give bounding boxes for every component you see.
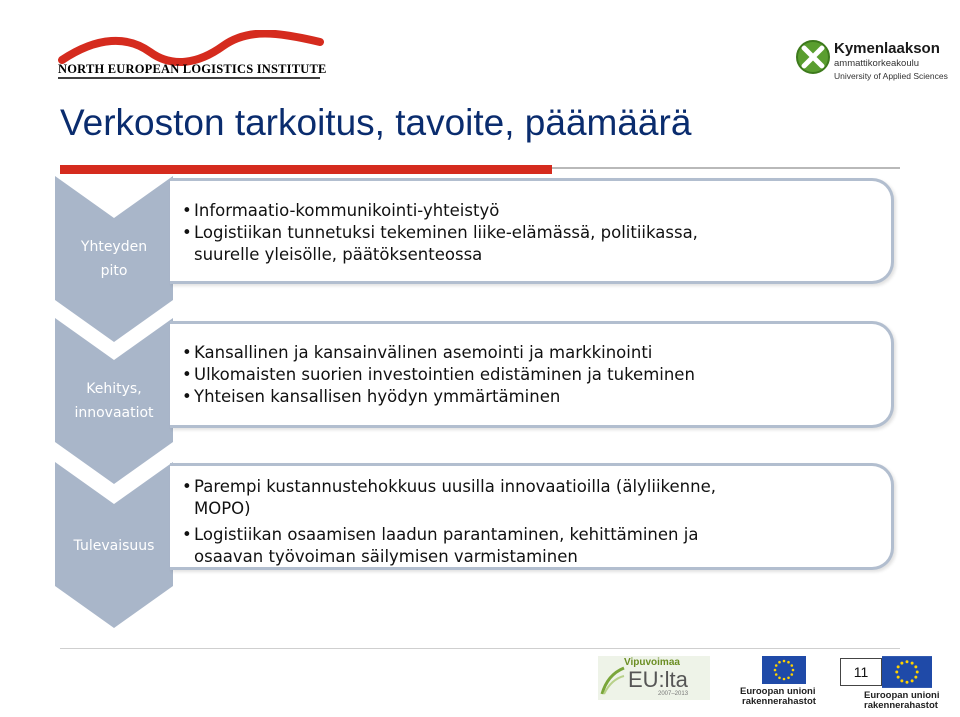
label-line: Kehitys, [86, 381, 142, 397]
bullet-text-line: • Logistiikan osaamisen laadun parantaminen, kehittäminen ja [194, 525, 699, 544]
content-box-yhteydenpito [170, 178, 894, 284]
bullet-item [182, 476, 875, 520]
content-box-tulevaisuus [170, 463, 894, 570]
title-underline-grey [552, 167, 900, 169]
vipuvoimaa-text: Vipuvoimaa [624, 657, 680, 668]
eu-text-line: Euroopan unioni [740, 686, 816, 697]
section-label-kehitys [55, 377, 173, 425]
label-line: pito [100, 263, 128, 279]
bullet-text: Yhteisen kansallisen hyödyn ymmärtäminen [194, 387, 561, 406]
label-line: Yhteyden [80, 239, 148, 255]
eu-structural-funds-logo-2 [864, 656, 942, 712]
bullet-text: Kansallinen ja kansainvälinen asemointi ja markkinointi [194, 343, 653, 362]
kyamk-emblem-icon [796, 38, 830, 76]
eu-text-line: rakennerahastot [864, 700, 938, 711]
bullet-item [182, 386, 875, 408]
eu-text-line: rakennerahastot [742, 696, 816, 707]
bullet-text-line: osaavan työvoiman säilymisen varmistaminen [194, 547, 578, 566]
bullet-item [182, 200, 875, 222]
vipuvoimaa-swoosh-icon [600, 666, 626, 696]
bullet-list [182, 342, 875, 408]
bullet-list [182, 200, 875, 266]
label-line: innovaatiot [74, 405, 154, 421]
bullet-item [182, 524, 875, 568]
page-number: 11 [840, 658, 882, 686]
kyamk-tagline: University of Applied Sciences [834, 71, 948, 81]
vipuvoimaa-eulta-logo [598, 656, 710, 700]
kymenlaakso-university-logo [786, 34, 948, 86]
page-title: Verkoston tarkoitus, tavoite, päämäärä [60, 102, 692, 143]
kyamk-subtitle: ammattikorkeakoulu [834, 58, 920, 69]
bullet-text-line: suurelle yleisölle, päätöksenteossa [194, 245, 483, 264]
eu-text-line: Euroopan unioni [864, 690, 940, 701]
bullet-item [182, 222, 875, 266]
eu-flag-icon [762, 656, 806, 684]
label-line: Tulevaisuus [73, 538, 155, 554]
bullet-item [182, 342, 875, 364]
bullet-list [182, 476, 875, 568]
section-label-tulevaisuus [55, 534, 173, 558]
content-box-kehitys [170, 321, 894, 428]
footer-divider [60, 648, 900, 649]
bullet-text-line: • Logistiikan tunnetuksi tekeminen liike-elämässä, politiikassa, [194, 223, 698, 242]
kyamk-name: Kymenlaakson [834, 40, 940, 57]
eu-flag-icon [882, 656, 932, 688]
eulta-text: EU:lta [628, 667, 688, 692]
eu-structural-funds-logo-1 [740, 656, 826, 707]
bullet-text: Informaatio-kommunikointi-yhteistyö [194, 201, 500, 220]
section-label-yhteydenpito [55, 235, 173, 283]
bullet-text-line: • Parempi kustannustehokkuus uusilla innovaatioilla (älyliikenne, [194, 477, 716, 496]
logo-institute-name: NORTH EUROPEAN LOGISTICS INSTITUTE [58, 62, 327, 76]
years-text: 2007–2013 [658, 691, 689, 697]
bullet-text-line: MOPO) [194, 499, 251, 518]
bullet-item [182, 364, 875, 386]
title-underline-red [60, 165, 552, 174]
bullet-text: Ulkomaisten suorien investointien edistäminen ja tukeminen [194, 365, 695, 384]
